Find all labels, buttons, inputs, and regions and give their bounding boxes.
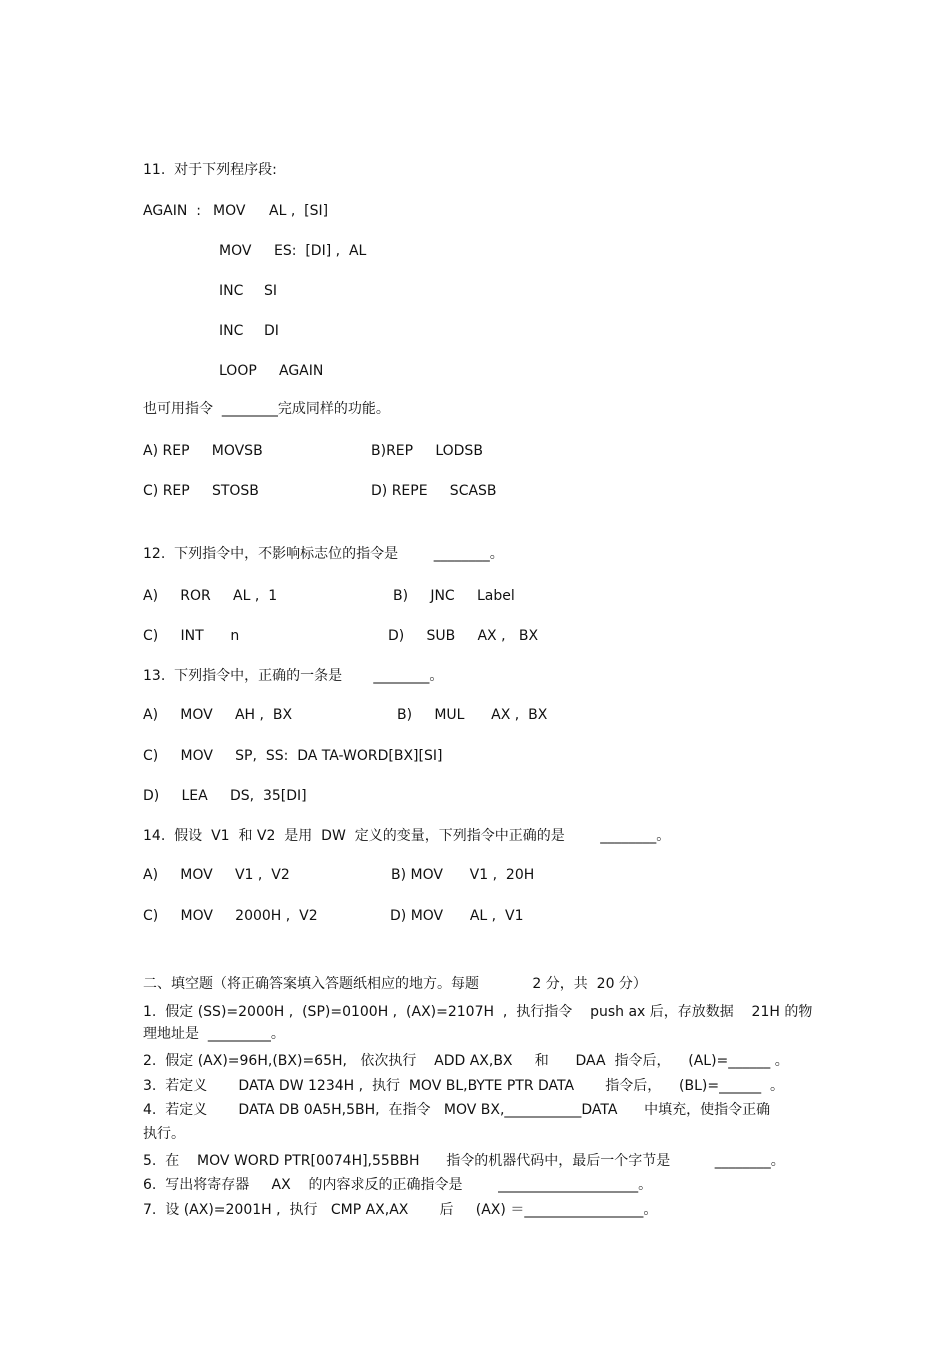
code-op: LOOP xyxy=(219,363,257,379)
q11-option-d: D) REPE SCASB xyxy=(371,483,497,499)
fill-item-2: 2. 假定 (AX)=96H,(BX)=65H, 依次执行 ADD AX,BX 和 DAA 指令后， (AL)=______ 。 xyxy=(143,1053,789,1069)
fill-item-7: 7. 设 (AX)=2001H , 执行 CMP AX,AX 后 (AX) ＝_________________。 xyxy=(143,1202,658,1218)
code-op: MOV xyxy=(213,203,246,219)
fill-item-4-line2: 执行。 xyxy=(143,1126,185,1142)
q13-option-a: A) MOV AH , BX xyxy=(143,707,293,723)
q12-option-a: A) ROR AL , 1 xyxy=(143,588,278,604)
fill-item-1-line1: 1. 假定 (SS)=2000H , (SP)=0100H , (AX)=2107H , 执行指令 push ax 后，存放数据 21H 的物 xyxy=(143,1004,813,1020)
code-op: MOV xyxy=(219,243,252,259)
q14-option-c: C) MOV 2000H , V2 xyxy=(143,908,318,924)
fill-item-1-line2: 理地址是 _________。 xyxy=(143,1026,285,1042)
q12-option-b: B) JNC Label xyxy=(393,588,515,604)
fill-item-6: 6. 写出将寄存器 AX 的内容求反的正确指令是 ____________________。 xyxy=(143,1177,653,1193)
q14-stem: 14. 假设 V1 和 V2 是用 DW 定义的变量，下列指令中正确的是 ________。 xyxy=(143,828,671,844)
q11-option-a: A) REP MOVSB xyxy=(143,443,263,459)
q13-option-d: D) LEA DS, 35[DI] xyxy=(143,788,307,804)
code-args: DI xyxy=(264,323,279,339)
fill-item-5: 5. 在 MOV WORD PTR[0074H],55BBH 指令的机器代码中，最后一个字节是 ________。 xyxy=(143,1153,785,1169)
q14-option-d: D) MOV AL , V1 xyxy=(390,908,524,924)
fill-item-3: 3. 若定义 DATA DW 1234H , 执行 MOV BL,BYTE PTR DATA 指令后， (BL)=______ 。 xyxy=(143,1078,784,1094)
q11-option-b: B)REP LODSB xyxy=(371,443,483,459)
q11-option-c: C) REP STOSB xyxy=(143,483,259,499)
q12-option-c: C) INT n xyxy=(143,628,240,644)
q12-option-d: D) SUB AX , BX xyxy=(388,628,539,644)
code-args: AL , [SI] xyxy=(269,203,329,219)
q13-option-c: C) MOV SP, SS: DA TA-WORD[BX][SI] xyxy=(143,748,443,764)
code-op: INC xyxy=(219,323,244,339)
section2-header: 二、填空题（将正确答案填入答题纸相应的地方。每题 2 分，共 20 分） xyxy=(143,976,647,992)
code-op: INC xyxy=(219,283,244,299)
q14-option-b: B) MOV V1 , 20H xyxy=(391,867,535,883)
code-args: ES: [DI] , AL xyxy=(274,243,367,259)
q13-stem: 13. 下列指令中，正确的一条是 ________。 xyxy=(143,668,444,684)
fill-item-4-line1: 4. 若定义 DATA DB 0A5H,5BH, 在指令 MOV BX,___________DATA 中填充，使指令正确 xyxy=(143,1102,771,1118)
code-args: AGAIN xyxy=(279,363,324,379)
code-args: SI xyxy=(264,283,278,299)
q13-option-b: B) MUL AX , BX xyxy=(397,707,548,723)
code-label: AGAIN : xyxy=(143,203,201,219)
q12-stem: 12. 下列指令中，不影响标志位的指令是 ________。 xyxy=(143,546,504,562)
q11-stem: 11. 对于下列程序段: xyxy=(143,162,277,178)
q11-question: 也可用指令 ________完成同样的功能。 xyxy=(143,401,390,417)
q14-option-a: A) MOV V1 , V2 xyxy=(143,867,290,883)
